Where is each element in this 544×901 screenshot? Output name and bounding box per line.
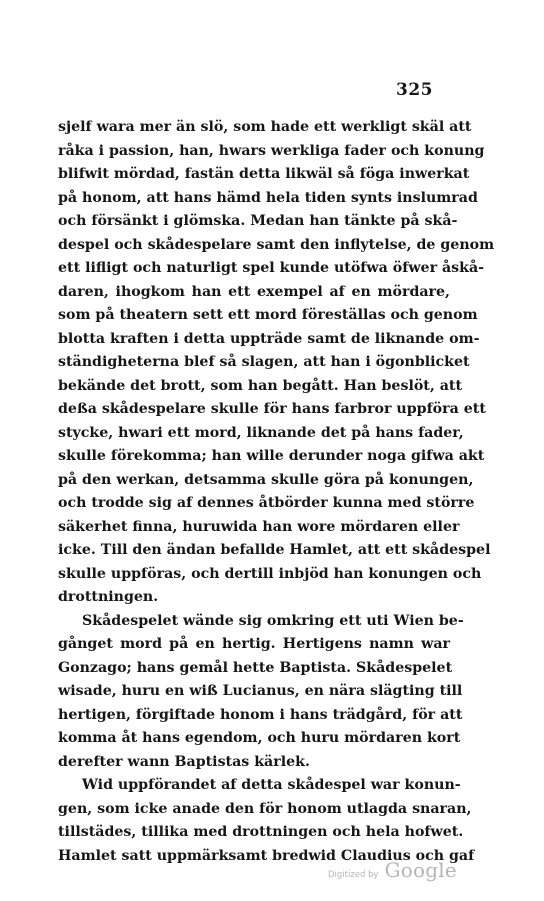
text-line: drottningen.	[58, 589, 159, 605]
page-number: 325	[396, 80, 433, 100]
text-line: på den werkan, detsamma skulle göra på konungen,	[58, 471, 474, 488]
text-line: Skådespelet wände sig omkring ett uti Wien be-	[82, 612, 464, 629]
text-line: som på theatern sett ett mord föreställas och genom	[58, 307, 478, 323]
text-line: despel och skådespelare samt den inflytelse, de genom	[58, 236, 495, 253]
text-line: och trodde sig af dennes åtbörder kunna med större	[58, 495, 475, 511]
text-line: hertigen, förgiftade honom i hans trädgård, för att	[58, 706, 463, 723]
text-line: icke. Till den ändan befallde Hamlet, att ett skådespel	[58, 542, 491, 558]
text-line: Gonzago; hans gemål hette Baptista. Skådespelet	[58, 659, 453, 676]
text-line: Wid uppförandet af detta skådespel war konun-	[82, 777, 461, 793]
text-line: säkerhet finna, huruwida han wore mördaren eller	[58, 518, 460, 535]
text-line: bekände det brott, som han begått. Han beslöt, att	[58, 377, 463, 394]
text-line: deßa skådespelare skulle för hans farbror uppföra ett	[58, 401, 486, 417]
text-line: daren, ihogkom han ett exempel af en mördare,	[58, 283, 450, 300]
text-line: Hamlet satt uppmärksamt bredwid Claudius och gaf	[58, 847, 475, 864]
text-line: derefter wann Baptistas kärlek.	[58, 753, 310, 770]
text-line: gen, som icke anade den för honom utlagda snaran,	[58, 800, 472, 817]
text-line: stycke, hwari ett mord, liknande det på hans fader,	[58, 424, 464, 441]
text-line: och försänkt i glömska. Medan han tänkte på skå-	[58, 213, 458, 229]
body-text	[58, 116, 495, 868]
text-line: sjelf wara mer än slö, som hade ett werkligt skäl att	[58, 119, 472, 135]
text-line: tillstädes, tillika med drottningen och hela hofwet.	[58, 824, 464, 840]
google-logo: Google	[384, 858, 457, 882]
text-line: wisade, huru en wiß Lucianus, en nära slägting till	[58, 683, 463, 699]
text-line: gånget mord på en hertig. Hertigens namn war	[58, 636, 450, 652]
text-line: skulle uppföras, och dertill inbjöd han konungen och	[58, 565, 482, 582]
digitized-watermark	[328, 858, 457, 882]
text-line: skulle förekomma; han wille derunder noga gifwa akt	[58, 448, 485, 464]
text-line: ett lifligt och naturligt spel kunde utöfwa öfwer åskå-	[58, 260, 485, 276]
text-line: komma åt hans egendom, och huru mördaren kort	[58, 730, 461, 746]
text-line: ständigheterna blef så slagen, att han i ögonblicket	[58, 354, 470, 370]
watermark-prefix: Digitized by	[328, 870, 379, 880]
text-line: råka i passion, han, hwars werkliga fader och konung	[58, 142, 485, 159]
text-line: blotta kraften i detta uppträde samt de liknande om-	[58, 330, 480, 347]
text-line: blifwit mördad, fastän detta likwäl så föga inwerkat	[58, 166, 470, 182]
text-line: på honom, att hans hämd hela tiden synts inslumrad	[58, 189, 478, 206]
